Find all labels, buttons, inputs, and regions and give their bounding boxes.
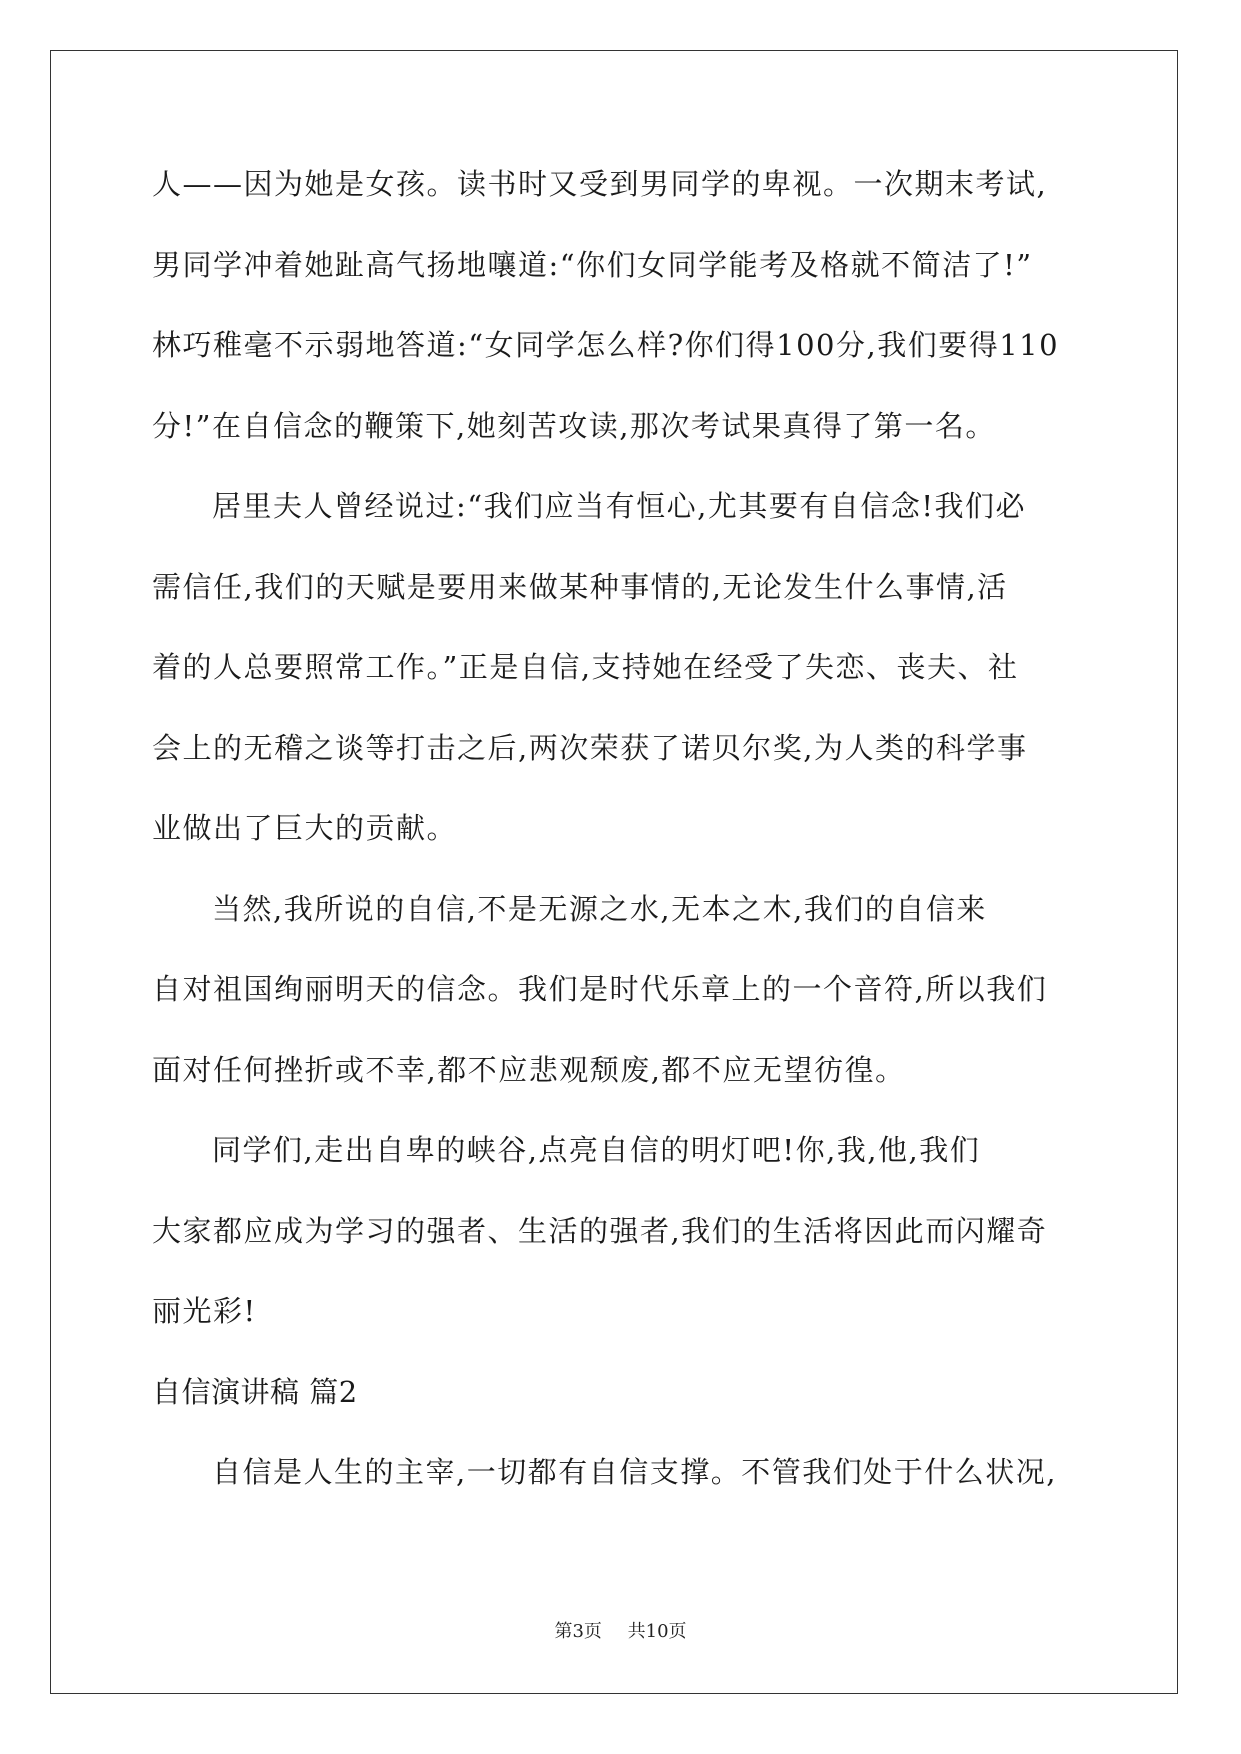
text-line: 自对祖国绚丽明天的信念。我们是时代乐章上的一个音符,所以我们 — [152, 972, 1048, 1006]
text-line: 会上的无稽之谈等打击之后,两次荣获了诺贝尔奖,为人类的科学事 — [152, 730, 1028, 765]
text-line: 男同学冲着她趾高气扬地嚷道:“你们女同学能考及格就不简洁了!” — [152, 247, 1033, 282]
text-line: 人——因为她是女孩。读书时又受到男同学的卑视。一次期末考试, — [152, 167, 1048, 201]
text-line: 当然,我所说的自信,不是无源之水,无本之木,我们的自信来 — [212, 891, 987, 926]
text-line: 大家都应成为学习的强者、生活的强者,我们的生活将因此而闪耀奇 — [152, 1213, 1048, 1248]
text-line: 居里夫人曾经说过:“我们应当有恒心,尤其要有自信念!我们必 — [212, 489, 1026, 523]
page-footer — [0, 1617, 1241, 1643]
text-line: 自信是人生的主宰,一切都有自信支撑。不管我们处于什么状况, — [212, 1455, 1057, 1489]
text-line: 分!”在自信念的鞭策下,她刻苦攻读,那次考试果真得了第一名。 — [152, 408, 996, 443]
page-total: 共10页 — [627, 1621, 687, 1642]
document-body — [152, 163, 1097, 1532]
page-number: 第3页 — [554, 1621, 602, 1642]
text-line: 丽光彩! — [152, 1294, 257, 1328]
text-line: 同学们,走出自卑的峡谷,点亮自信的明灯吧!你,我,他,我们 — [212, 1133, 981, 1167]
section-heading: 自信演讲稿 篇2 — [152, 1374, 358, 1409]
text-line: 业做出了巨大的贡献。 — [152, 811, 458, 845]
text-line: 面对任何挫折或不幸,都不应悲观颓废,都不应无望彷徨。 — [152, 1052, 906, 1087]
text-line: 着的人总要照常工作。”正是自信,支持她在经受了失恋、丧夫、社 — [152, 650, 1019, 684]
text-line: 需信任,我们的天赋是要用来做某种事情的,无论发生什么事情,活 — [152, 569, 1008, 604]
text-line: 林巧稚毫不示弱地答道:“女同学怎么样?你们得100分,我们要得110 — [152, 328, 1060, 362]
